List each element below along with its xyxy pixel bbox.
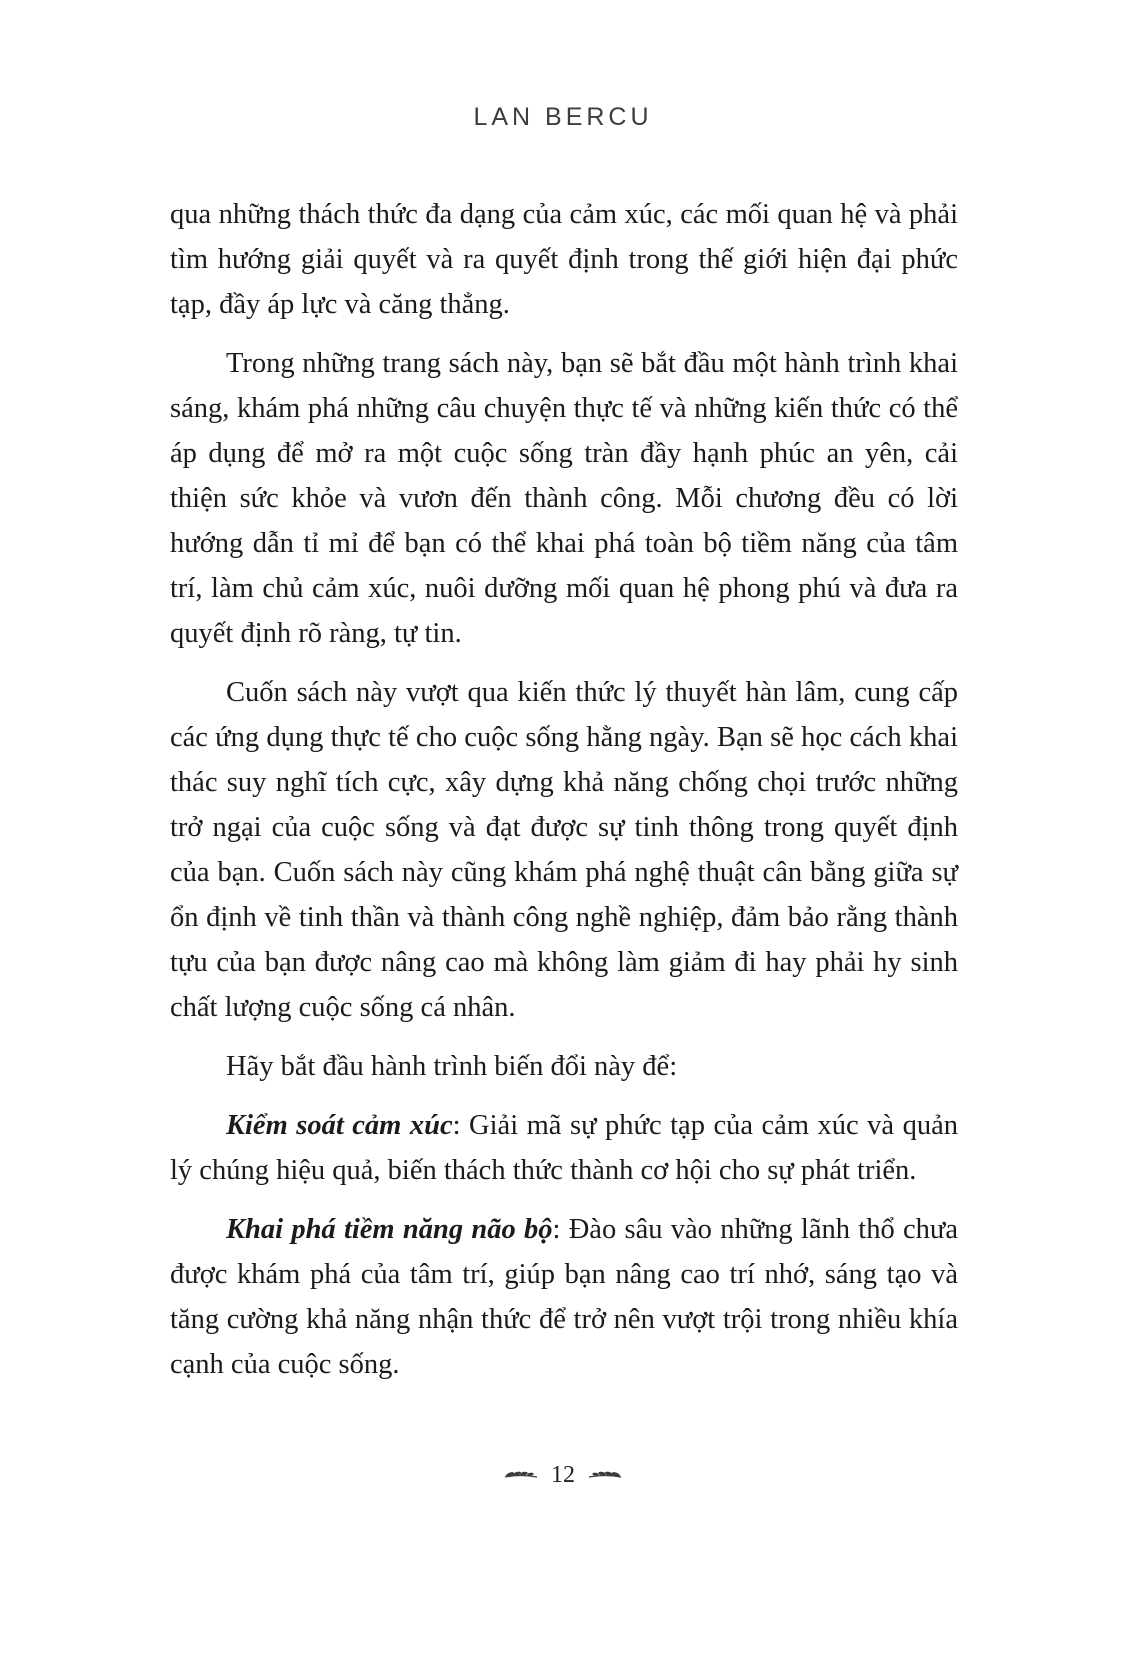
paragraph-text: Cuốn sách này vượt qua kiến thức lý thuyết hàn lâm, cung cấp các ứng dụng thực tế cho cuộc sống hằng ngày. Bạn sẽ học cách khai thác suy nghĩ tích cực, xây dựng khả năng chống chọi trước những trở ngại của cuộc sống và đạt được sự tinh thông trong quyết định của bạn. Cuốn sách này cũng khám phá nghệ thuật cân bằng giữa sự ổn định về tinh thần và thành công nghề nghiệp, đảm bảo rằng thành tựu của bạn được nâng cao mà không làm giảm đi hay phải hy sinh chất lượng cuộc sống cá nhân. <box>170 677 958 1023</box>
paragraph <box>170 341 958 656</box>
paragraph <box>170 1044 958 1089</box>
paragraph-text: qua những thách thức đa dạng của cảm xúc, các mối quan hệ và phải tìm hướng giải quyết và ra quyết định trong thế giới hiện đại phức tạp, đầy áp lực và căng thẳng. <box>170 199 958 320</box>
paragraph <box>170 670 958 1030</box>
running-header <box>0 103 1126 132</box>
page-footer <box>0 1462 1126 1489</box>
paragraph-lead: Khai phá tiềm năng não bộ <box>226 1214 553 1245</box>
paragraph-lead: Kiểm soát cảm xúc <box>226 1110 453 1141</box>
running-header-text: LAN BERCU <box>473 103 653 131</box>
paragraph-text: : Giải mã sự phức tạp của cảm xúc và quản lý chúng hiệu quả, biến thách thức thành cơ hội cho sự phát triển. <box>170 1110 958 1186</box>
fern-flourish-left-icon <box>503 1469 539 1483</box>
paragraph <box>170 192 958 327</box>
paragraph <box>170 1207 958 1387</box>
page-body <box>170 192 958 1401</box>
page-number: 12 <box>551 1462 575 1488</box>
paragraph-text: Trong những trang sách này, bạn sẽ bắt đầu một hành trình khai sáng, khám phá những câu chuyện thực tế và những kiến thức có thể áp dụng để mở ra một cuộc sống tràn đầy hạnh phúc an yên, cải thiện sức khỏe và vươn đến thành công. Mỗi chương đều có lời hướng dẫn tỉ mỉ để bạn có thể khai phá toàn bộ tiềm năng của tâm trí, làm chủ cảm xúc, nuôi dưỡng mối quan hệ phong phú và đưa ra quyết định rõ ràng, tự tin. <box>170 348 958 649</box>
paragraph <box>170 1103 958 1193</box>
fern-flourish-right-icon <box>587 1469 623 1483</box>
paragraph-text: Hãy bắt đầu hành trình biến đổi này để: <box>226 1051 678 1082</box>
paragraph-text: : Đào sâu vào những lãnh thổ chưa được khám phá của tâm trí, giúp bạn nâng cao trí nhớ, sáng tạo và tăng cường khả năng nhận thức để trở nên vượt trội trong nhiều khía cạnh của cuộc sống. <box>170 1214 958 1380</box>
